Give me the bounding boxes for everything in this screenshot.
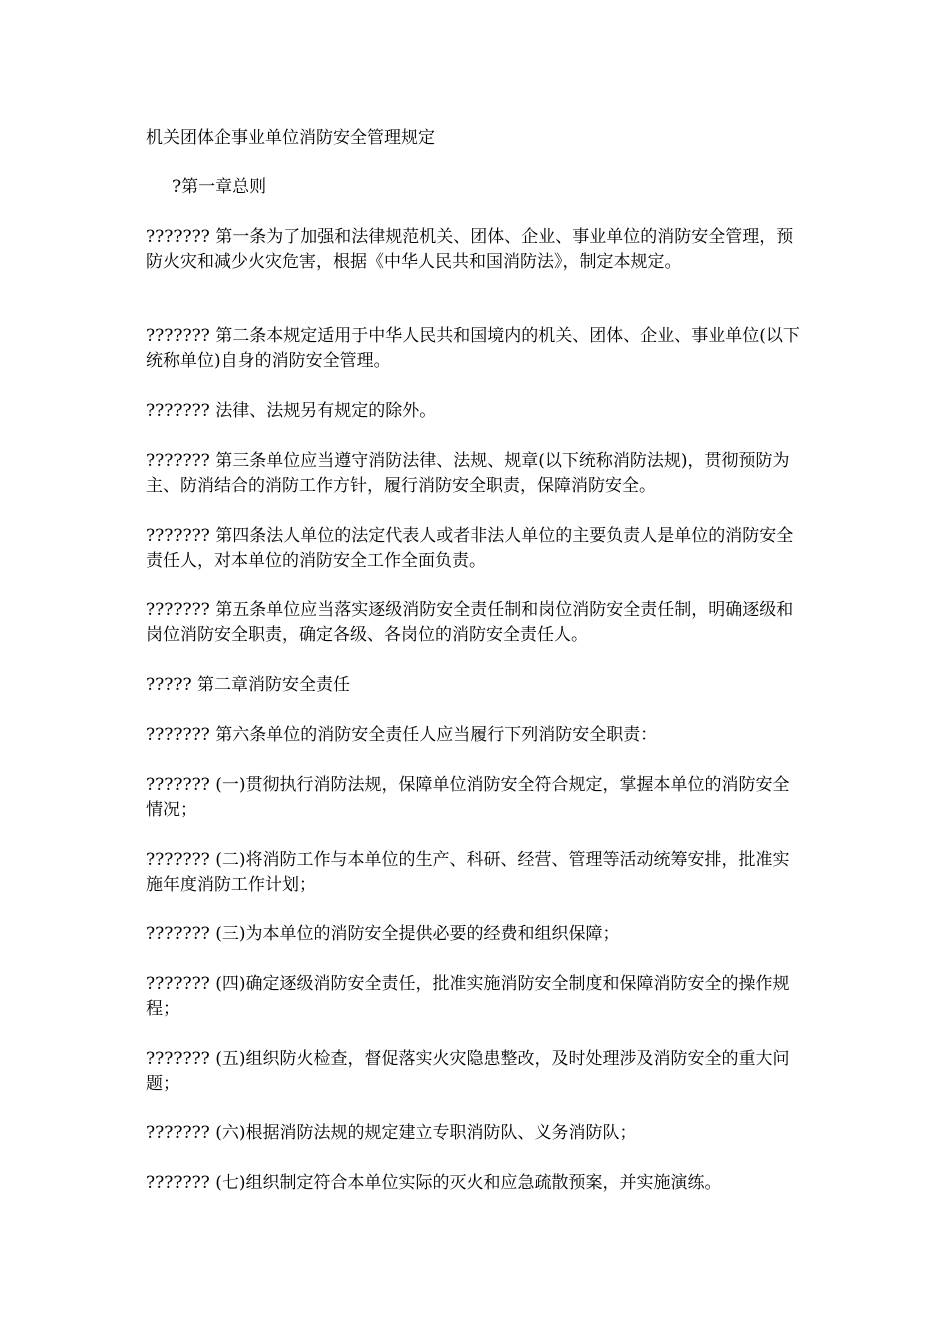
article-2: ??????? 第二条本规定适用于中华人民共和国境内的机关、团体、企业、事业单位(以下统称单位)自身的消防安全管理。 [146,326,800,371]
chapter-1-heading: ?第一章总则 [172,177,267,197]
article-6-item-6: ??????? (六)根据消防法规的规定建立专职消防队、义务消防队； [146,1123,637,1143]
article-6-item-3: ??????? (三)为本单位的消防安全提供必要的经费和组织保障； [146,924,620,944]
article-1: ??????? 第一条为了加强和法律规范机关、团体、企业、事业单位的消防安全管理，预防火灾和减少火灾危害，根据《中华人民共和国消防法》，制定本规定。 [146,227,794,272]
article-6-item-5: ??????? (五)组织防火检查，督促落实火灾隐患整改，及时处理涉及消防安全的重大问题； [146,1049,790,1094]
document-title: 机关团体企事业单位消防安全管理规定 [146,128,435,148]
article-6-item-1: ??????? (一)贯彻执行消防法规，保障单位消防安全符合规定，掌握本单位的消防安全情况； [146,775,790,820]
chapter-2-heading: ????? 第二章消防安全责任 [146,675,350,695]
article-6-item-2: ??????? (二)将消防工作与本单位的生产、科研、经营、管理等活动统筹安排，批准实施年度消防工作计划； [146,850,790,895]
article-6-item-4: ??????? (四)确定逐级消防安全责任，批准实施消防安全制度和保障消防安全的操作规程； [146,974,790,1019]
article-4: ??????? 第四条法人单位的法定代表人或者非法人单位的主要负责人是单位的消防安全责任人，对本单位的消防安全工作全面负责。 [146,526,794,571]
article-2-exception: ??????? 法律、法规另有规定的除外。 [146,401,437,421]
article-6-item-7: ??????? (七)组织制定符合本单位实际的灭火和应急疏散预案，并实施演练。 [146,1173,722,1193]
article-6: ??????? 第六条单位的消防安全责任人应当履行下列消防安全职责： [146,725,658,745]
article-5: ??????? 第五条单位应当落实逐级消防安全责任制和岗位消防安全责任制，明确逐级和岗位消防安全职责，确定各级、各岗位的消防安全责任人。 [146,600,794,645]
article-3: ??????? 第三条单位应当遵守消防法律、法规、规章(以下统称消防法规)，贯彻预防为主、防消结合的消防工作方针，履行消防安全职责，保障消防安全。 [146,451,790,496]
